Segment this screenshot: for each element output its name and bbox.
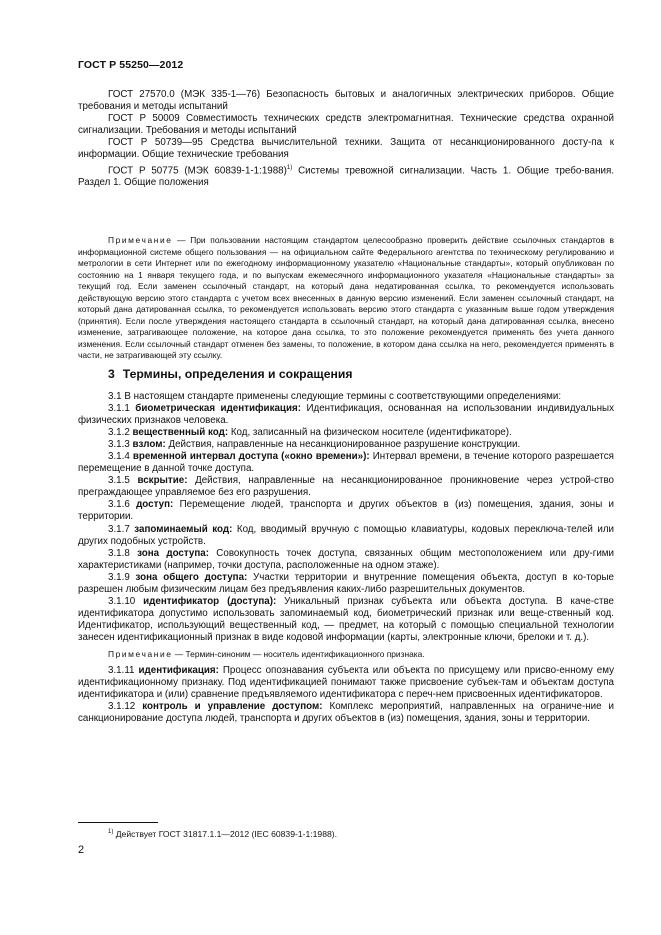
page-number: 2 bbox=[78, 844, 85, 856]
term-entry: 3.1.3 взлом: Действия, направленные на несанкционированное разрушение конструкции. bbox=[108, 439, 521, 451]
term-name: идентификатор (доступа): bbox=[143, 595, 277, 607]
normative-references bbox=[78, 89, 614, 189]
section-number: 3 bbox=[108, 367, 115, 381]
term-name: взлом: bbox=[132, 439, 166, 451]
note-text: — При пользовании настоящим стандартом целесообразно проверить действие ссылочных стандартов в информационной системе общего пользования — на официальном сайте Федерального агентства по техническому регулированию и метрологии в сети Интернет или по ежегодному информационному указателю «Национальные стандарты», который опубликован по состоянию на 1 января текущего года, и по выпускам ежемесячного информационного указателя «Национальные стандарты» за текущий год. Если заменен ссылочный стандарт, на который дана недатированная ссылка, то рекомендуется использовать действующую версию этого стандарта с учетом всех внесенных в данную версию изменений. Если заменен ссылочный стандарт, на который дана датированная ссылка, то рекомендуется использовать версию этого стандарта с указанным выше годом утверждения (принятия). Если после утверждения настоящего стандарта в ссылочный стандарт, на который дана датированная ссылка, внесено изменение, затрагивающее положение, на которое дана ссылка, то это положение рекомендуется применять без учета данного изменения. Если ссылочный стандарт отменен без замены, то положение, в котором дана ссылка на него, рекомендуется применять в части, не затрагивающей эту ссылку. bbox=[78, 235, 614, 360]
term-entry: 3.1.7 запоминаемый код: Код, вводимый вручную с помощью клавиатуры, кодовых переключа-телей или других подобных устройств. bbox=[78, 523, 615, 547]
term-note: Примечание — Термин-синоним — носитель идентификационного признака. bbox=[108, 648, 425, 659]
section-heading bbox=[108, 367, 352, 381]
term-name: вскрытие: bbox=[137, 475, 188, 487]
term-entry: 3.1.2 вещественный код: Код, записанный на физическом носителе (идентификаторе). bbox=[108, 427, 512, 439]
term-entry: 3.1.8 зона доступа: Совокупность точек доступа, связанных общим местоположением или дру-гими характеристиками (например, точки доступа, расположенные на одном этаже). bbox=[78, 547, 615, 571]
document-header: ГОСТ Р 55250—2012 bbox=[78, 59, 184, 71]
term-entry: 3.1.5 вскрытие: Действия, направленные на несанкционированное проникновение через устрой-ство преграждающее управляемое без его разрушения. bbox=[78, 475, 614, 499]
reference-item: ГОСТ Р 50775 (МЭК 60839-1-1:1988)$^{1)}$ Системы тревожной сигнализации. Часть 1. Общие требо-вания. Раздел 1. Общие положения bbox=[78, 164, 615, 188]
reference-item: ГОСТ Р 50739—95 Средства вычислительной техники. Защита от несанкционированного досту-па к информации. Общие технические требования bbox=[78, 137, 614, 161]
term-name: биометрическая идентификация: bbox=[135, 403, 301, 415]
footnote-marker: 1) bbox=[286, 164, 293, 171]
term-name: запоминаемый код: bbox=[134, 523, 233, 535]
term-entry: 3.1.6 доступ: Перемещение людей, транспорта и других объектов в (из) помещения, здания, зоны и территории. bbox=[78, 499, 615, 523]
term-name: вещественный код: bbox=[132, 427, 229, 439]
references-note bbox=[78, 235, 614, 362]
footnote: $^{1)}$ Действует ГОСТ 31817.1.1—2012 (IEC 60839-1-1:1988). bbox=[108, 829, 338, 839]
term-entry: 3.1.12 контроль и управление доступом: Комплекс мероприятий, направленных на ограниче-ние и санкционирование доступа людей, транспорта и других объектов в (из) помещения, здания, зоны и территории. bbox=[78, 701, 614, 725]
note-label: Примечание bbox=[108, 235, 173, 245]
section-title: Термины, определения и сокращения bbox=[122, 367, 353, 381]
term-entry: 3.1.9 зона общего доступа: Участки территории и внутренние помещения объекта, доступ в ко-торые разрешен любым физическим лицам без предъявления каких-либо разрешительных документов. bbox=[78, 571, 615, 595]
term-entry: 3.1.1 биометрическая идентификация: Идентификация, основанная на использовании индивидуальных физических признаков человека. bbox=[78, 403, 615, 427]
terms-body bbox=[78, 391, 614, 725]
reference-item: ГОСТ 27570.0 (МЭК 335-1—76) Безопасность бытовых и аналогичных электрических приборов. Общие требования и методы испытаний bbox=[78, 89, 614, 113]
term-entry: 3.1.4 временной интервал доступа («окно времени»): Интервал времени, в течение которого разрешается перемещение в данной точке доступа. bbox=[78, 451, 614, 475]
term-name: контроль и управление доступом: bbox=[142, 701, 323, 713]
term-name: идентификация: bbox=[138, 665, 219, 677]
term-entry: 3.1.10 идентификатор (доступа): Уникальный признак субъекта или объекта доступа. В каче-стве идентификатора допустимо использовать запоминаемый код, биометрический признак или веще-ственный код. Идентификатор, использующий вещественный код, — предмет, на который с помощью специальной технологии занесен идентификационный признак в виде кодовой информации (карты, электронные ключи, брелоки и т. д.). bbox=[78, 595, 614, 643]
reference-item: ГОСТ Р 50009 Совместимость технических средств электромагнитная. Технические средства охранной сигнализации. Требования и методы испытаний bbox=[78, 113, 614, 137]
intro-paragraph: 3.1 В настоящем стандарте применены следующие термины с соответствующими определениями: bbox=[108, 391, 562, 402]
term-name: зона доступа: bbox=[137, 547, 210, 559]
term-name: зона общего доступа: bbox=[135, 571, 248, 583]
footnote-divider bbox=[78, 822, 158, 823]
term-name: доступ: bbox=[136, 499, 174, 511]
term-name: временной интервал доступа («окно времени»): bbox=[132, 451, 370, 463]
term-entry: 3.1.11 идентификация: Процесс опознавания субъекта или объекта по присущему или присво-енному ему идентификационному признаку. Под идентификацией понимают также присвоение субъек-там и объектам доступа идентификатора и (или) сравнение предъявляемого идентификатора с переч-нем присвоенных идентификаторов. bbox=[78, 665, 614, 701]
